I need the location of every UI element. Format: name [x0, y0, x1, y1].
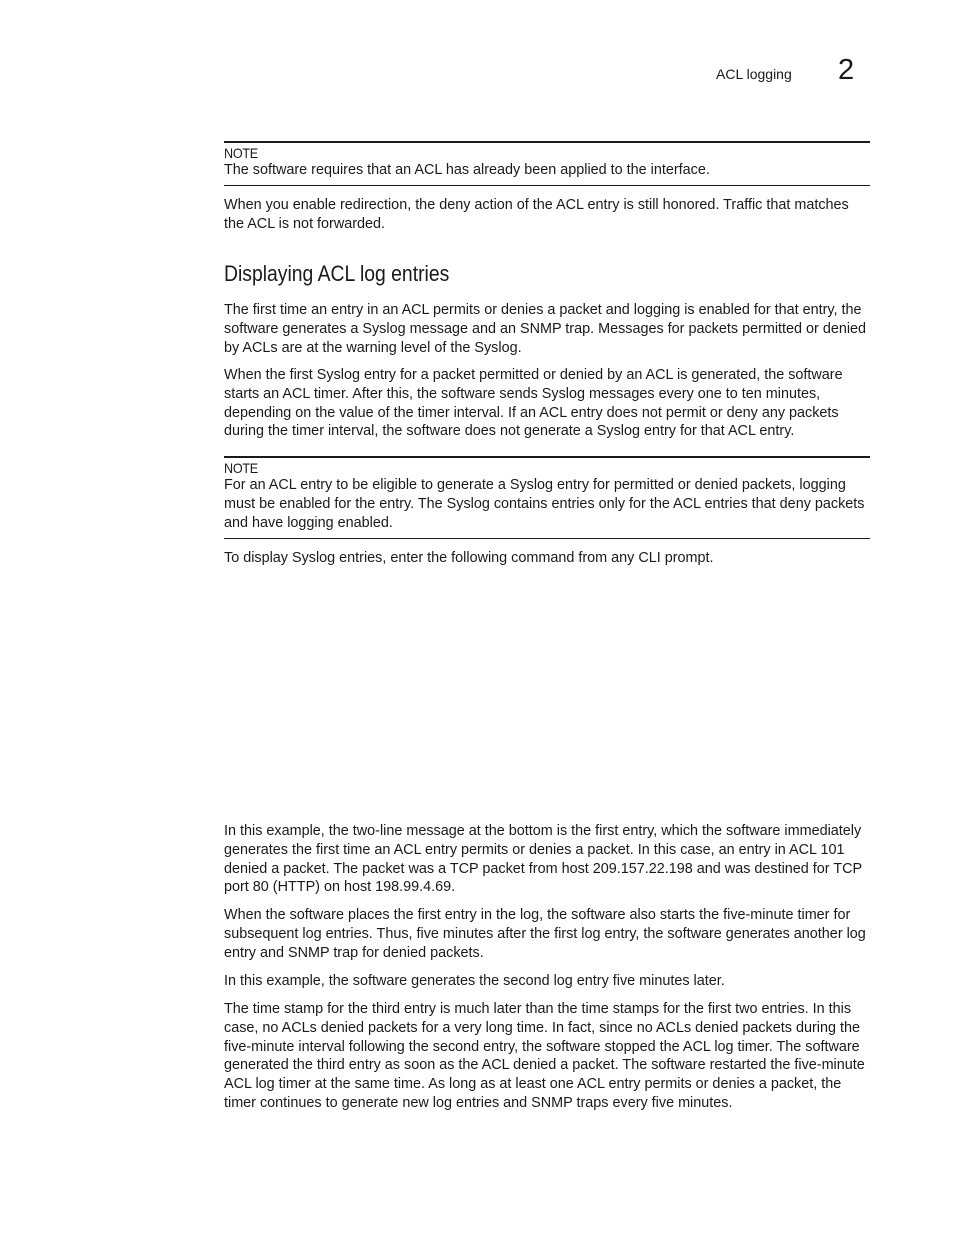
paragraph-3: To display Syslog entries, enter the following command from any CLI prompt.	[224, 550, 714, 566]
paragraph-redirection: When you enable redirection, the deny action of the ACL entry is still honored. Traffic that matches the ACL is not forwarded.	[224, 197, 849, 232]
note-label: NOTE	[224, 460, 258, 476]
chapter-number: 2	[838, 54, 855, 86]
note-box-1	[224, 141, 870, 186]
note-text: The software requires that an ACL has already been applied to the interface.	[224, 162, 710, 178]
paragraph-1: The first time an entry in an ACL permits or denies a packet and logging is enabled for that entry, the software generates a Syslog message and an SNMP trap. Messages for packets permitted or denied by ACLs are at the warning level of the Syslog.	[224, 302, 867, 356]
paragraph-4: In this example, the two-line message at the bottom is the first entry, which the software immediately generates the first time an ACL entry permits or denies a packet. In this case, an entry in ACL 101 denied a packet. The packet was a TCP packet from host 209.157.22.198 and was destined for TCP port 80 (HTTP) on host 198.99.4.69.	[224, 823, 862, 896]
note-label: NOTE	[224, 145, 258, 161]
note-text: For an ACL entry to be eligible to generate a Syslog entry for permitted or denied packets, logging must be enabled for the entry. The Syslog contains entries only for the ACL entries that deny packets and have logging enabled.	[224, 477, 865, 531]
section-heading: Displaying ACL log entries	[224, 261, 450, 286]
running-header-section-title: ACL logging	[716, 66, 792, 82]
paragraph-2: When the first Syslog entry for a packet permitted or denied by an ACL is generated, the software starts an ACL timer. After this, the software sends Syslog messages every one to ten minutes, depending on the value of the timer interval. If an ACL entry does not permit or deny any packets during the timer interval, the software does not generate a Syslog entry for that ACL entry.	[224, 367, 843, 440]
paragraph-5: When the software places the first entry in the log, the software also starts the five-minute timer for subsequent log entries. Thus, five minutes after the first log entry, the software generates another log entry and SNMP trap for denied packets.	[224, 907, 866, 961]
note-box-2	[224, 456, 870, 539]
paragraph-6: In this example, the software generates the second log entry five minutes later.	[224, 973, 725, 989]
paragraph-7: The time stamp for the third entry is much later than the time stamps for the first two entries. In this case, no ACLs denied packets for a very long time. In fact, since no ACLs denied packets during the five-minute interval following the second entry, the software stopped the ACL log timer. The software generated the third entry as soon as the ACL denied a packet. The software restarted the five-minute ACL log timer at the same time. As long as at least one ACL entry permits or denies a packet, the timer continues to generate new log entries and SNMP traps every five minutes.	[224, 1001, 865, 1111]
